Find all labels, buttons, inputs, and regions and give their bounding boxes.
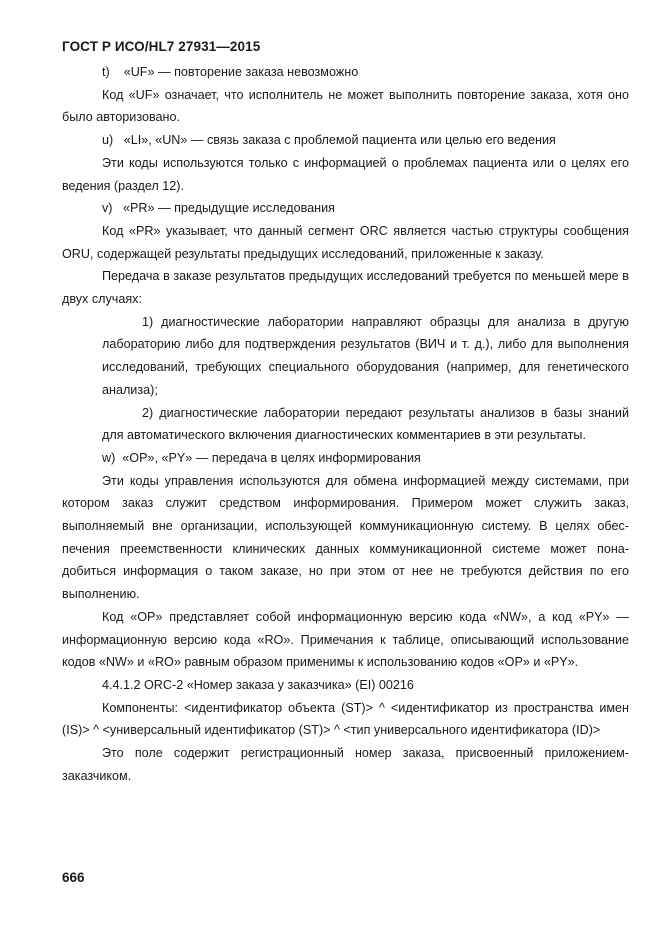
page-number: 666	[62, 870, 85, 885]
document-body	[62, 61, 629, 788]
section-heading: 4.4.1.2 ORC-2 «Номер заказа у заказчика» (EI) 00216	[102, 677, 414, 692]
document-header: ГОСТ Р ИСО/HL7 27931—2015	[62, 39, 261, 54]
numbered-item-2: 2) диагностические лаборатории передают результаты анализов в базы знаний для автоматического включения диагностических комментариев в эти результаты.	[102, 405, 629, 443]
list-item-u: u) «LI», «UN» — связь заказа с проблемой пациента или целью его ведения	[102, 133, 556, 148]
paragraph: Эти коды управления используются для обмена информацией между системами, при котором заказ служит средством информирования. Примером может служить заказ, выполняемый вне организации, использующей коммуникационную систему. В целях обеспечения преемственности клинических данных коммуникационной системе может понадобиться информация о таком заказе, но при этом от нее не требуются действия по его выполнению.	[62, 473, 629, 602]
paragraph: Компоненты: <идентификатор объекта (ST)> ^ <идентификатор из пространства имен (IS)> ^ <универсальный идентификатор (ST)> ^ <тип универсального идентификатора (ID)>	[62, 700, 629, 738]
numbered-item-1: 1) диагностические лаборатории направляют образцы для анализа в другую лабораторию либо для подтверждения результатов (ВИЧ и т. д.), либо для выполнения исследований, требующих специального оборудования (например, для генетического анализа);	[102, 314, 629, 397]
paragraph: Код «UF» означает, что исполнитель не может выполнить повторение заказа, хотя оно было авторизовано.	[62, 87, 629, 125]
list-item-t: t) «UF» — повторение заказа невозможно	[102, 65, 359, 79]
paragraph: Код «PR» указывает, что данный сегмент ORC является частью структуры сообщения ORU, содержащей результаты предыдущих исследований, приложенные к заказу.	[62, 223, 629, 261]
paragraph: Эти коды используются только с информацией о проблемах пациента или о целях его ведения (раздел 12).	[62, 155, 629, 193]
list-item-w: w) «OP», «PY» — передача в целях информирования	[102, 450, 421, 465]
paragraph: Передача в заказе результатов предыдущих исследований требуется по меньшей мере в двух случаях:	[62, 269, 629, 307]
list-item-v: v) «PR» — предыдущие исследования	[102, 201, 335, 216]
paragraph: Это поле содержит регистрационный номер заказа, присвоенный приложением-заказчиком.	[62, 746, 629, 783]
paragraph: Код «OP» представляет собой информационную версию кода «NW», а код «PY» — информационную версию кода «RO». Примечания к таблице, описывающий использование кодов «NW» и «RO» равным образом применимы к использованию кодов «OP» и «PY».	[62, 609, 629, 670]
